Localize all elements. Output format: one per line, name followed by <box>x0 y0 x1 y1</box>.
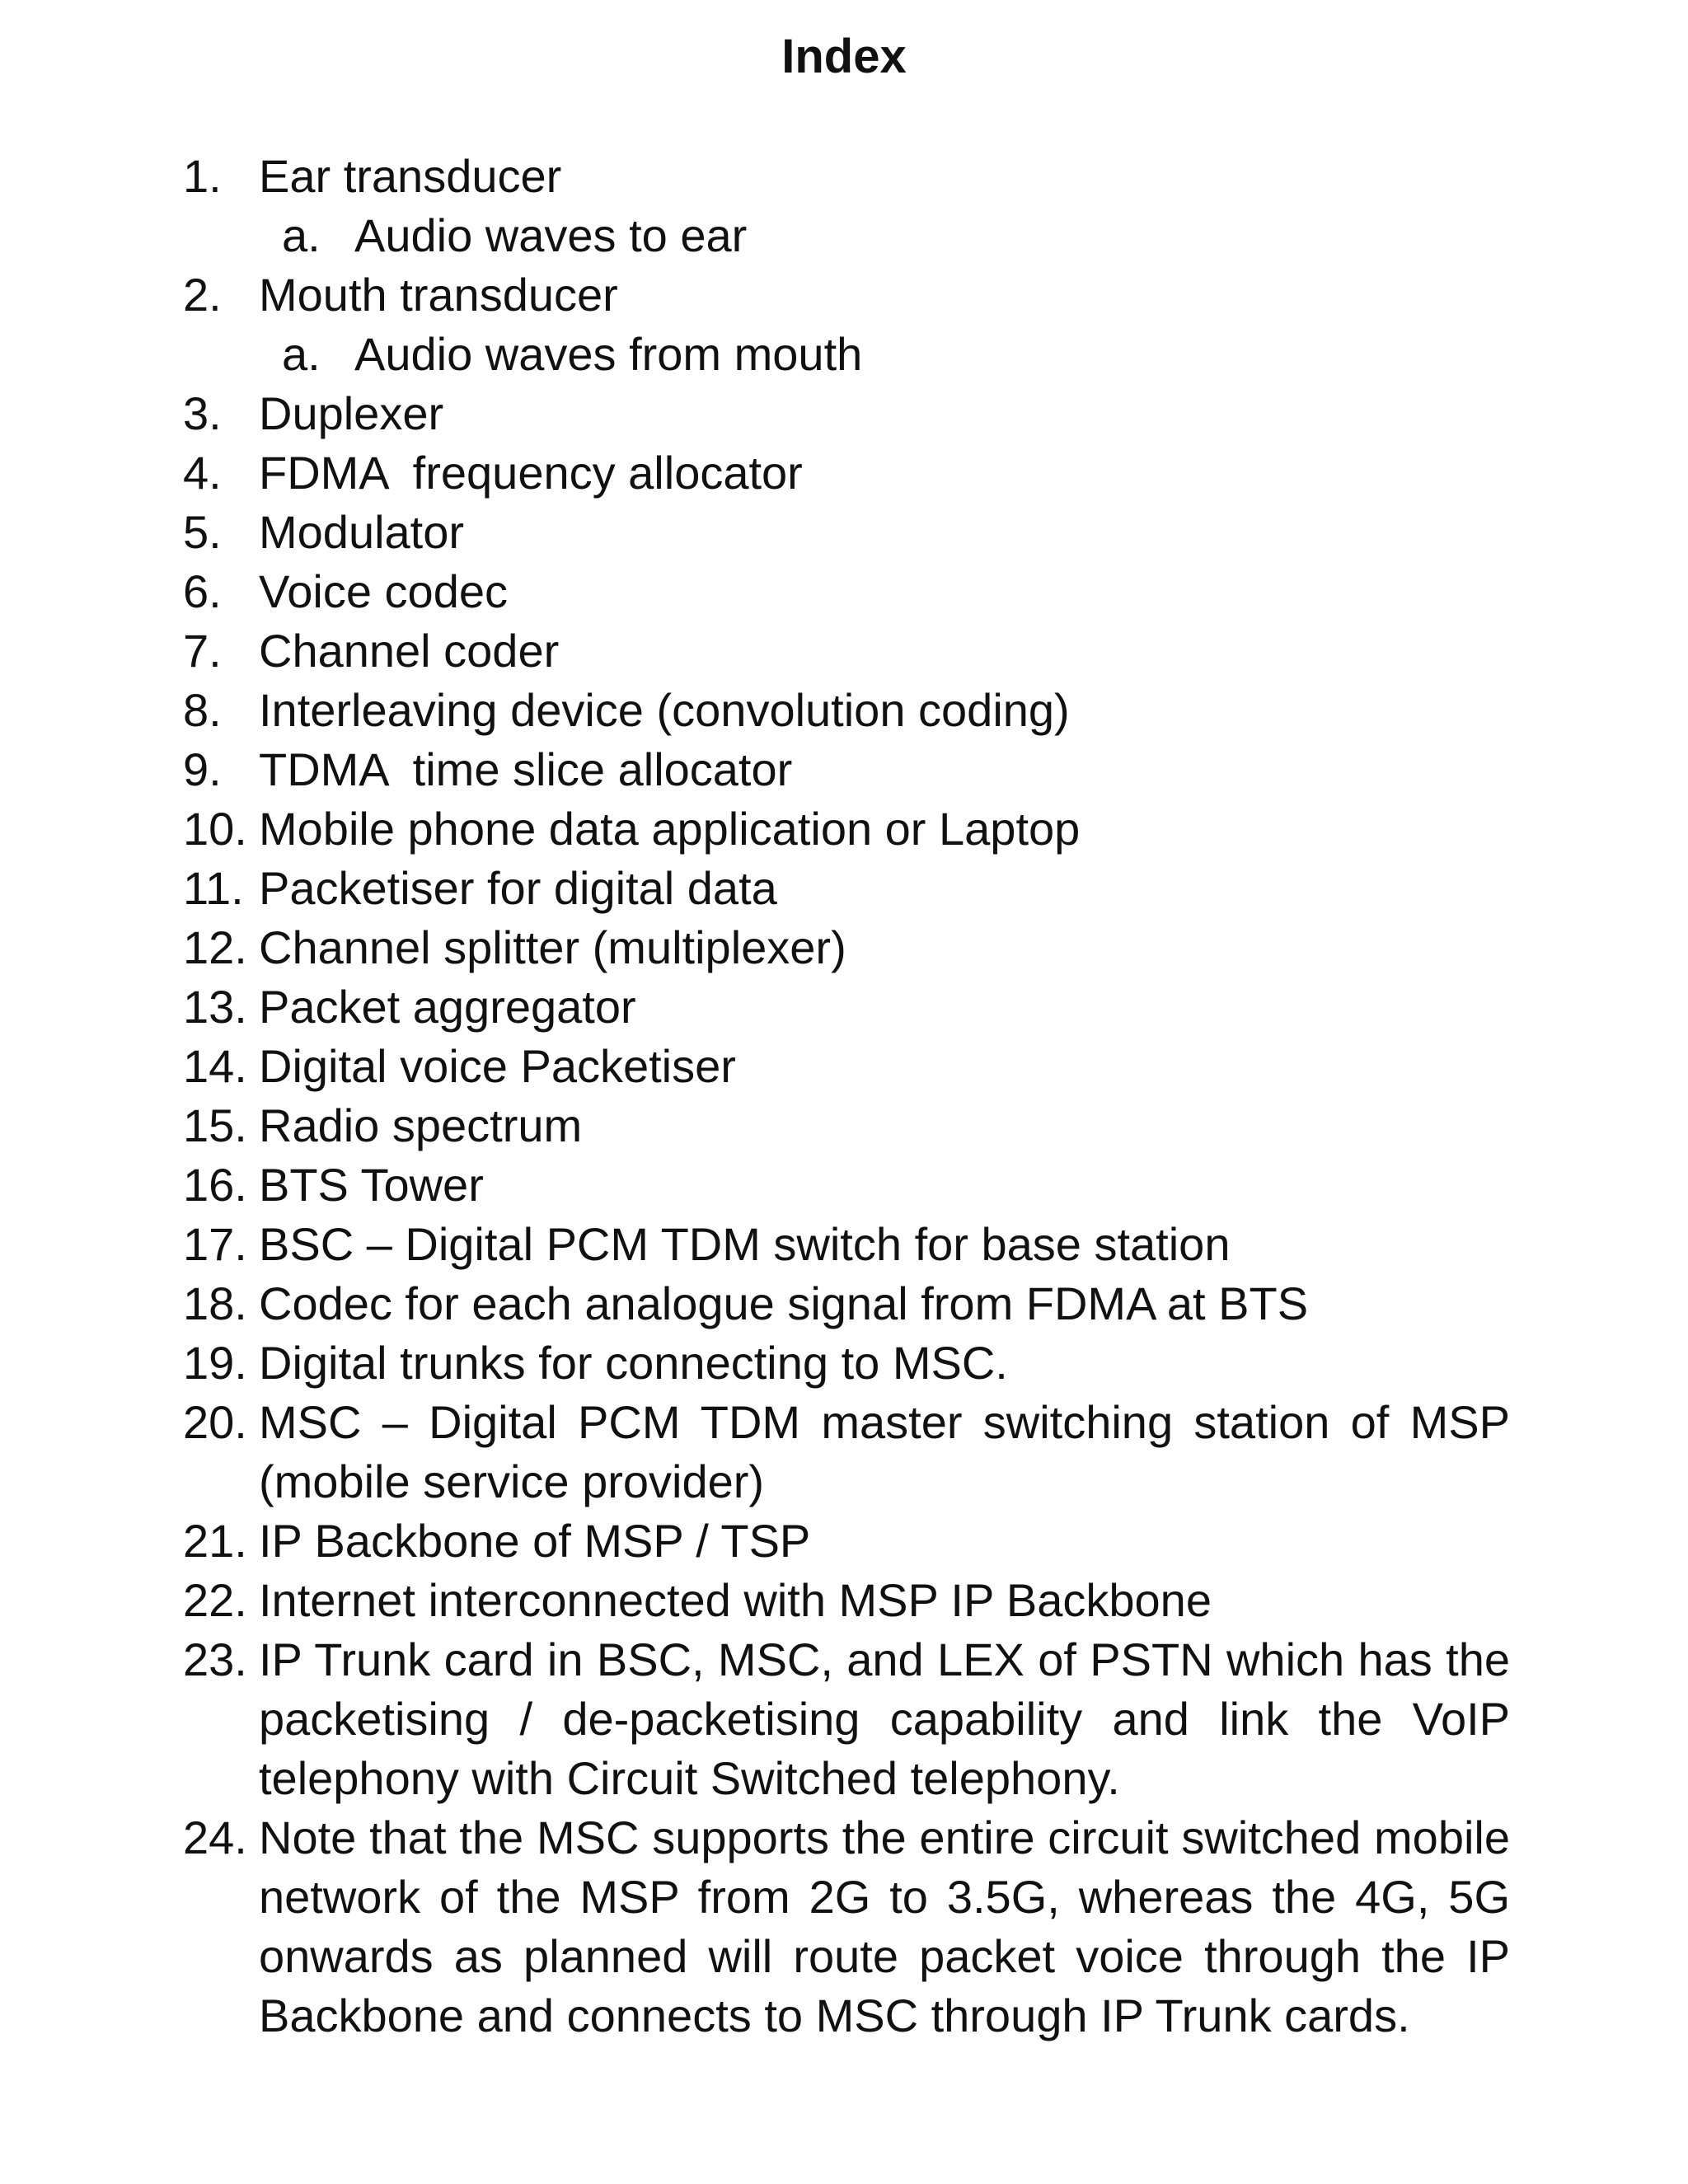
list-item <box>183 977 1510 1037</box>
item-number: 23. <box>183 1633 247 1685</box>
list-item <box>183 799 1510 859</box>
list-item <box>183 1571 1510 1630</box>
list-item <box>183 621 1510 681</box>
item-text: Note that the MSC supports the entire circuit switched mobile network of the MSP from 2G to 3.5G, whereas the 4G, 5G onwards as planned will route packet voice through the IP Backbone and connects to MSC through IP Trunk cards. <box>259 1811 1510 2041</box>
list-item <box>183 503 1510 562</box>
item-text: Packetiser for digital data <box>259 862 777 914</box>
item-number: 5. <box>183 506 222 558</box>
item-number: 9. <box>183 743 222 795</box>
item-text: Codec for each analogue signal from FDMA at BTS <box>259 1277 1309 1329</box>
list-item <box>183 562 1510 621</box>
sub-list-item <box>183 325 1510 384</box>
list-item <box>183 1215 1510 1274</box>
item-text: Internet interconnected with MSP IP Backbone <box>259 1574 1212 1626</box>
item-number: 2. <box>183 269 222 321</box>
sub-item-letter: a. <box>282 328 321 380</box>
list-item <box>183 443 1510 503</box>
item-text: Channel coder <box>259 625 560 677</box>
list-item <box>183 918 1510 977</box>
item-text: Duplexer <box>259 387 444 439</box>
item-number: 13. <box>183 981 247 1033</box>
item-number: 7. <box>183 625 222 677</box>
item-text: Digital voice Packetiser <box>259 1040 736 1092</box>
list-item <box>183 1393 1510 1511</box>
page-title: Index <box>781 30 907 83</box>
item-text: Mouth transducer <box>259 269 618 321</box>
sub-list-item <box>183 206 1510 265</box>
item-text: IP Backbone of MSP / TSP <box>259 1515 811 1567</box>
list-item <box>183 1808 1510 2046</box>
item-number: 11. <box>183 862 244 914</box>
item-text: Mobile phone data application or Laptop <box>259 803 1081 855</box>
item-text: BTS Tower <box>259 1159 484 1211</box>
item-number: 6. <box>183 565 222 617</box>
list-item <box>183 1333 1510 1393</box>
item-number: 4. <box>183 447 222 499</box>
list-item <box>183 740 1510 799</box>
list-item <box>183 1511 1510 1571</box>
sub-item-text: Audio waves to ear <box>354 209 748 261</box>
list-item <box>183 1274 1510 1333</box>
sub-item-letter: a. <box>282 209 321 261</box>
item-number: 20. <box>183 1396 247 1448</box>
item-text: FDMA frequency allocator <box>259 447 803 499</box>
list-item <box>183 859 1510 918</box>
item-text: BSC – Digital PCM TDM switch for base station <box>259 1218 1231 1270</box>
list-item <box>183 1630 1510 1808</box>
item-number: 19. <box>183 1337 247 1389</box>
item-text: Modulator <box>259 506 465 558</box>
list-item <box>183 1155 1510 1215</box>
item-number: 12. <box>183 921 247 973</box>
item-number: 8. <box>183 684 222 736</box>
list-item <box>183 1037 1510 1096</box>
item-text: Radio spectrum <box>259 1099 583 1151</box>
item-text: IP Trunk card in BSC, MSC, and LEX of PSTN which has the packetising / de-packetising capability and link the VoIP telephony with Circuit Switched telephony. <box>259 1633 1510 1804</box>
item-number: 16. <box>183 1159 247 1211</box>
item-text: Ear transducer <box>259 150 562 202</box>
item-number: 10. <box>183 803 247 855</box>
item-text: Digital trunks for connecting to MSC. <box>259 1337 1008 1389</box>
item-number: 3. <box>183 387 222 439</box>
item-number: 17. <box>183 1218 247 1270</box>
item-text: Channel splitter (multiplexer) <box>259 921 846 973</box>
item-number: 22. <box>183 1574 247 1626</box>
index-list <box>183 147 1510 2046</box>
list-item <box>183 1096 1510 1155</box>
sub-item-text: Audio waves from mouth <box>354 328 863 380</box>
item-text: TDMA time slice allocator <box>259 743 793 795</box>
item-text: Voice codec <box>259 565 508 617</box>
item-number: 14. <box>183 1040 247 1092</box>
item-number: 21. <box>183 1515 247 1567</box>
list-item <box>183 384 1510 443</box>
item-number: 24. <box>183 1811 247 1863</box>
item-number: 15. <box>183 1099 247 1151</box>
item-text: Packet aggregator <box>259 981 636 1033</box>
list-item <box>183 681 1510 740</box>
item-number: 18. <box>183 1277 247 1329</box>
item-text: MSC – Digital PCM TDM master switching station of MSP (mobile service provider) <box>259 1396 1510 1507</box>
item-number: 1. <box>183 150 222 202</box>
list-item <box>183 265 1510 325</box>
item-text: Interleaving device (convolution coding) <box>259 684 1070 736</box>
list-item <box>183 147 1510 206</box>
